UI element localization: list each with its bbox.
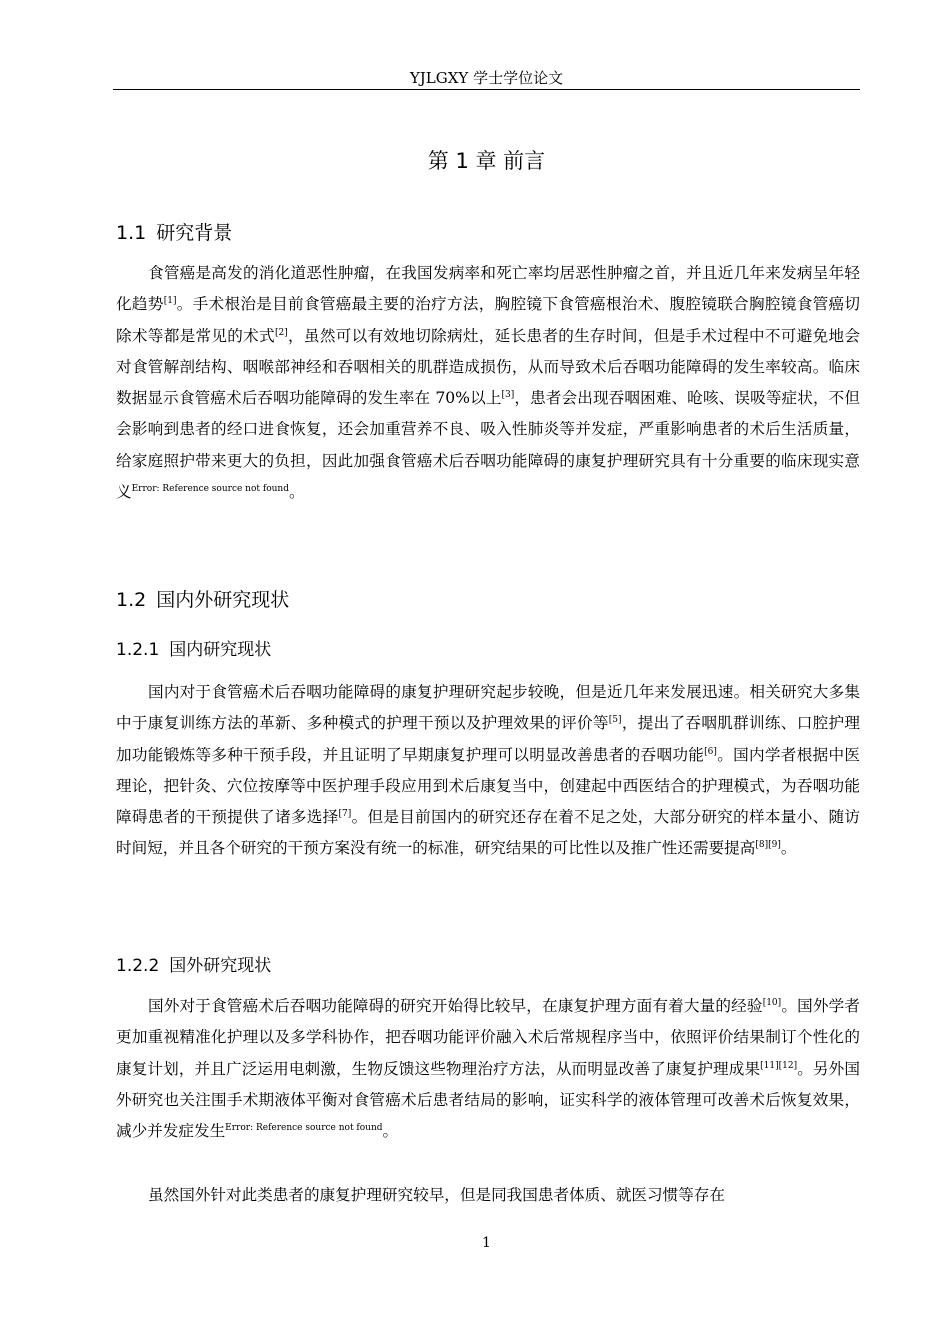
citation: [11][12] (760, 1060, 798, 1071)
subsection-title: 国内研究现状 (169, 640, 272, 660)
text-run: 。但是目前国内的研究还存在着不足之处，大部分研究的样本量小、随访时间短，并且各个研究的干预方案没有统一的标准，研究结果的可比性以及推广性还需要提高 (116, 808, 860, 858)
subsection-number: 1.2.1 (116, 640, 160, 660)
citation: [7] (338, 809, 352, 820)
text-run: ，虽然可以有效地切除病灶，延长患者的生存时间，但是手术过程中不可避免地会对食管解剖结构、咽喉部神经和吞咽相关的肌群造成损伤，从而导致术后吞咽功能障碍的发生率较高。临床数据显示食管癌术后吞咽功能障碍的发生率在 70%以上 (116, 326, 860, 408)
citation: [1] (163, 296, 177, 307)
text-run: 。 (288, 483, 305, 502)
citation: [5] (608, 715, 622, 726)
citation: [6] (704, 746, 717, 757)
text-run: 。国内学者根据中医理论，把针灸、穴位按摩等中医护理手段应用到术后康复当中，创建起中西医结合的护理模式，为吞咽功能障碍患者的干预提供了诸多选择 (116, 745, 860, 827)
text-run: 。 (780, 839, 797, 858)
citation: [10] (762, 998, 782, 1008)
subsection-heading-1-2-1 (116, 638, 271, 662)
paragraph-background (116, 258, 860, 508)
citation: [2] (274, 327, 288, 338)
page-number: 1 (482, 1235, 491, 1251)
section-title: 国内外研究现状 (156, 589, 290, 611)
text-run: 。另外国外研究也关注围手术期液体平衡对食管癌术后患者结局的影响，证实科学的液体管理可改善术后恢复效果，减少并发症发生 (116, 1059, 860, 1141)
paragraph-foreign-research (116, 991, 860, 1147)
section-heading-1-1 (116, 220, 232, 246)
section-number: 1.1 (116, 222, 147, 244)
text-run: 国外对于食管癌术后吞咽功能障碍的研究开始得比较早，在康复护理方面有着大量的经验 (148, 997, 763, 1015)
section-number: 1.2 (116, 589, 147, 611)
text-run: 。 (382, 1122, 399, 1141)
text-run: 国内对于食管癌术后吞咽功能障碍的康复护理研究起步较晚，但是近几年来发展迅速。相关研究大多集中于康复训练方法的革新、多种模式的护理干预以及护理效果的评价等 (116, 683, 860, 733)
section-title: 研究背景 (156, 222, 233, 244)
citation-error: Error: Reference source not found (225, 1123, 383, 1134)
header-rule (113, 89, 860, 90)
paragraph-domestic-research (116, 677, 860, 865)
citation: [8][9] (755, 840, 781, 851)
text-run: 。手术根治是目前食管癌最主要的治疗方法，胸腔镜下食管癌根治术、腹腔镜联合胸腔镜食管癌切除术等都是常见的术式 (116, 295, 860, 345)
citation-error: Error: Reference source not found (131, 484, 289, 495)
subsection-heading-1-2-2 (116, 954, 271, 978)
text-run: 虽然国外针对此类患者的康复护理研究较早，但是同我国患者体质、就医习惯等存在 (148, 1186, 725, 1204)
section-heading-1-2 (116, 587, 289, 613)
text-run: ，患者会出现吞咽困难、呛咳、误吸等症状，不但会影响到患者的经口进食恢复，还会加重营养不良、吸入性肺炎等并发症，严重影响患者的术后生活质量，给家庭照护带来更大的负担，因此加强食管癌术后吞咽功能障碍的康复护理研究具有十分重要的临床现实意义 (116, 389, 860, 502)
citation: [3] (501, 390, 515, 401)
subsection-number: 1.2.2 (116, 956, 160, 976)
subsection-title: 国外研究现状 (169, 956, 272, 976)
text-run: 食管癌是高发的消化道恶性肿瘤，在我国发病率和死亡率均居恶性肿瘤之首，并且近几年来发病呈年轻化趋势 (116, 264, 860, 314)
text-run: ，提出了吞咽肌群训练、口腔护理加功能锻炼等多种干预手段，并且证明了早期康复护理可以明显改善患者的吞咽功能 (116, 714, 860, 764)
paragraph-foreign-research-continued (116, 1180, 860, 1211)
running-header-title: YJLGXY 学士学位论文 (409, 69, 564, 87)
text-run: 。国外学者更加重视精准化护理以及多学科协作，把吞咽功能评价融入术后常规程序当中，依照评价结果制订个性化的康复计划，并且广泛运用电刺激，生物反馈这些物理治疗方法，从而明显改善了康复护理成果 (116, 997, 860, 1078)
chapter-title: 第 1 章 前言 (427, 149, 546, 173)
